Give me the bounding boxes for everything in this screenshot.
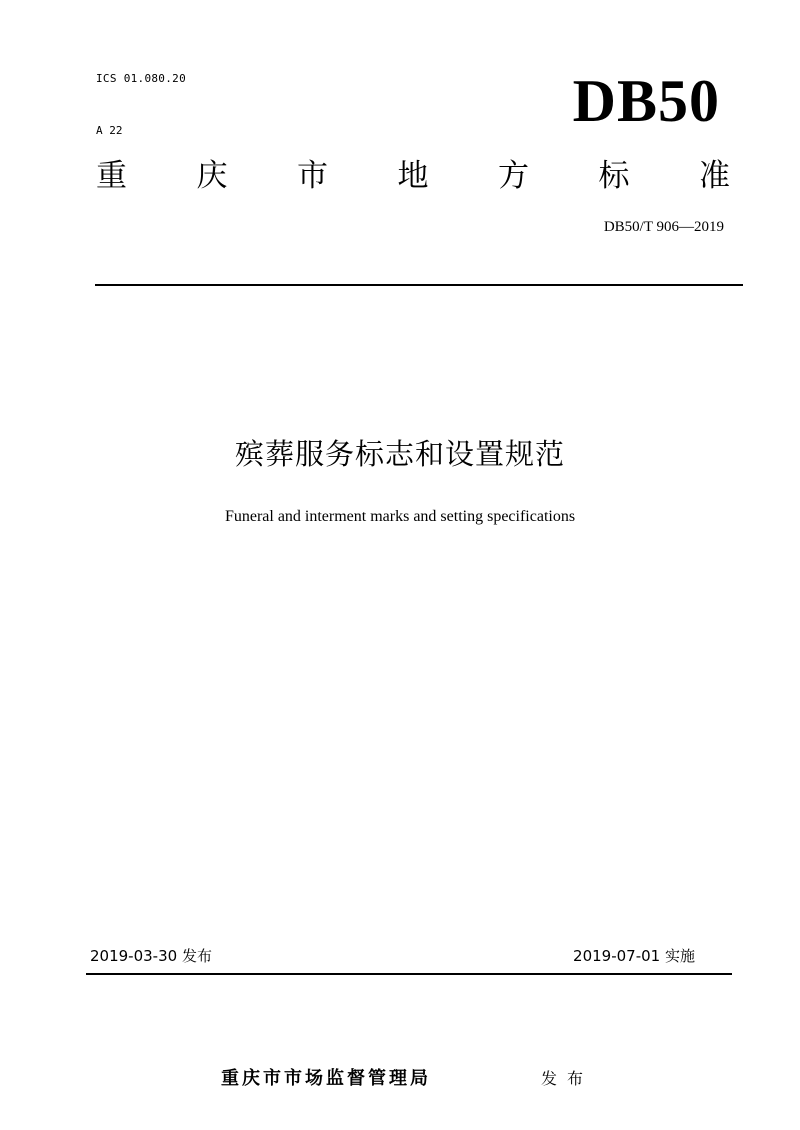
document-title-english: Funeral and interment marks and setting specifications — [224, 508, 576, 525]
standard-type-char: 重 — [96, 158, 127, 194]
classification-code: A 22 — [96, 124, 123, 137]
implementation-date: 2019-07-01 实施 — [573, 947, 695, 965]
standard-type-char: 准 — [699, 158, 730, 194]
footer-divider — [86, 973, 732, 975]
standard-type-char: 市 — [297, 158, 328, 194]
standard-type-char: 庆 — [196, 158, 228, 194]
header-divider — [95, 284, 743, 286]
db50-logo: DB50 — [572, 68, 720, 134]
standard-type-heading — [96, 154, 730, 198]
standard-type-char: 方 — [498, 158, 529, 194]
issuing-authority: 重庆市市场监督管理局 — [221, 1068, 431, 1089]
standard-type-char: 地 — [397, 158, 429, 194]
issue-date: 2019-03-30 发布 — [90, 947, 212, 965]
document-title-chinese: 殡葬服务标志和设置规范 — [234, 437, 565, 471]
ics-code: ICS 01.080.20 — [96, 72, 186, 85]
standard-type-char: 标 — [598, 158, 630, 194]
standard-number: DB50/T 906—2019 — [603, 219, 724, 235]
issued-label: 发布 — [541, 1069, 594, 1088]
